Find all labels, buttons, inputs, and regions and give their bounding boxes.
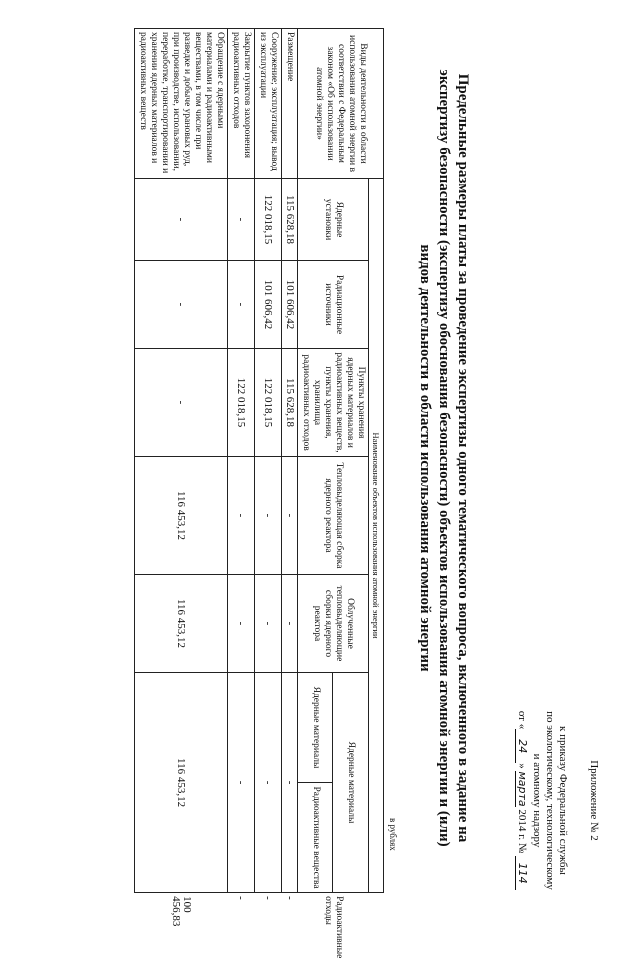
date-mid: » bbox=[516, 763, 528, 772]
order-header-line-3: и атомному надзору bbox=[531, 753, 543, 848]
activity-header: Виды деятельности в области использования атомной энергии в соответствии с Федеральным законом «Об использовании атомной энергии» bbox=[298, 29, 384, 179]
value-cell: 116 453,12 bbox=[135, 575, 228, 673]
value-cell: - bbox=[135, 349, 228, 457]
column-header: Ядерные установки bbox=[298, 179, 369, 261]
value-cell: 101 606,42 bbox=[282, 261, 298, 349]
order-header-line-1: к приказу Федеральной службы bbox=[557, 726, 569, 875]
table-row: Закрытие пунктов захоронения радиоактивных отходов - - 122 018,15 - - - - bbox=[228, 29, 255, 893]
materials-group-header: Ядерные материалы bbox=[333, 673, 369, 893]
date-year: 2014 г. № bbox=[516, 806, 528, 857]
value-cell: 122 018,15 bbox=[255, 349, 282, 457]
order-header bbox=[515, 708, 600, 893]
date-prefix: от « bbox=[516, 710, 528, 730]
column-header: Пункты хранения ядерных материалов и радиоактивных веществ, пункты хранения, хранилища радиоактивных отходов bbox=[298, 349, 369, 457]
appendix-number: Приложение № 2 bbox=[588, 760, 600, 841]
value-cell: - bbox=[282, 673, 298, 893]
value-cell: - bbox=[228, 179, 255, 261]
value-cell: 115 628,18 bbox=[282, 179, 298, 261]
value-cell: - bbox=[135, 261, 228, 349]
activity-cell: Сооружение; эксплуатация; вывод из эксплуатации bbox=[255, 29, 282, 179]
value-cell: - bbox=[228, 261, 255, 349]
order-header-line-2: по экологическому, технологическому bbox=[544, 711, 556, 890]
column-header: Тепловыделяющая сборка ядерного реактора bbox=[298, 457, 369, 575]
value-cell: 101 606,42 bbox=[255, 261, 282, 349]
table-row: Сооружение; эксплуатация; вывод из эксплуатации 122 018,15 101 606,42 122 018,15 - - - - bbox=[255, 29, 282, 893]
date-day: 24 bbox=[515, 729, 529, 763]
activity-cell: Обращение с ядерными материалами и радиоактивными веществами, в том числе при разведке и добыче урановых руд, при производстве, использовании, переработке, транспортировании и хранении ядерных материалов и радиоактивных веществ bbox=[135, 29, 228, 179]
unit-label: в рублях bbox=[388, 818, 398, 851]
activity-cell: Закрытие пунктов захоронения радиоактивных отходов bbox=[228, 29, 255, 179]
column-header: Ядерные материалы bbox=[298, 673, 334, 783]
column-header: Облученные тепловыделяющие сборки ядерного реактора bbox=[298, 575, 369, 673]
value-cell: - bbox=[282, 575, 298, 673]
date-month: марта bbox=[516, 771, 529, 807]
table-header-row-1 bbox=[369, 29, 384, 893]
table-row: Размещение 115 628,18 101 606,42 115 628,18 - - - - bbox=[282, 29, 298, 893]
value-cell: - bbox=[255, 575, 282, 673]
value-cell: - bbox=[135, 179, 228, 261]
value-cell: - bbox=[228, 673, 255, 893]
value-cell: - bbox=[228, 457, 255, 575]
value-cell: 116 453,12 bbox=[135, 673, 228, 893]
value-cell: 115 628,18 bbox=[282, 349, 298, 457]
activity-cell: Размещение bbox=[282, 29, 298, 179]
value-cell: - bbox=[255, 457, 282, 575]
table-header-row-2: Ядерные установки Радиационные источники Пункты хранения ядерных материалов и радиоактивных веществ, пункты хранения, хранилища радиоактивных отходов Тепловыделяющая сборка ядерного реактора Облученные тепловыделяющие сборки ядерного реактора Ядерные материалы Радиоактивные отходы bbox=[333, 29, 369, 893]
value-cell: 122 018,15 bbox=[255, 179, 282, 261]
fee-table bbox=[134, 28, 384, 958]
rotated-page bbox=[20, 18, 620, 958]
column-header: Радиоактивные вещества bbox=[298, 783, 334, 893]
value-cell: - bbox=[255, 673, 282, 893]
value-cell: 116 453,12 bbox=[135, 457, 228, 575]
value-cell: - bbox=[228, 575, 255, 673]
order-number: 114 bbox=[515, 856, 529, 890]
table-row: Обращение с ядерными материалами и радиоактивными веществами, в том числе при разведке и добыче урановых руд, при производстве, использовании, переработке, транспортировании и хранении ядерных материалов и радиоактивных веществ - - - 116 453,12 116 453,12 116 453,12 100 456,83 bbox=[135, 29, 228, 893]
order-date bbox=[515, 708, 529, 893]
column-header: Радиационные источники bbox=[298, 261, 369, 349]
value-cell: 122 018,15 bbox=[228, 349, 255, 457]
document-title: Предельные размеры платы за проведение экспертизы одного тематического вопроса, включенного в задание на экспертизу безопасности (экспертизу обоснования безопасности) объектов использования атомной энергии и (или) видов деятельности в области использования атомной энергии bbox=[417, 69, 471, 847]
objects-header: Наименование объектов использования атомной энергии bbox=[369, 179, 384, 893]
value-cell: - bbox=[282, 457, 298, 575]
